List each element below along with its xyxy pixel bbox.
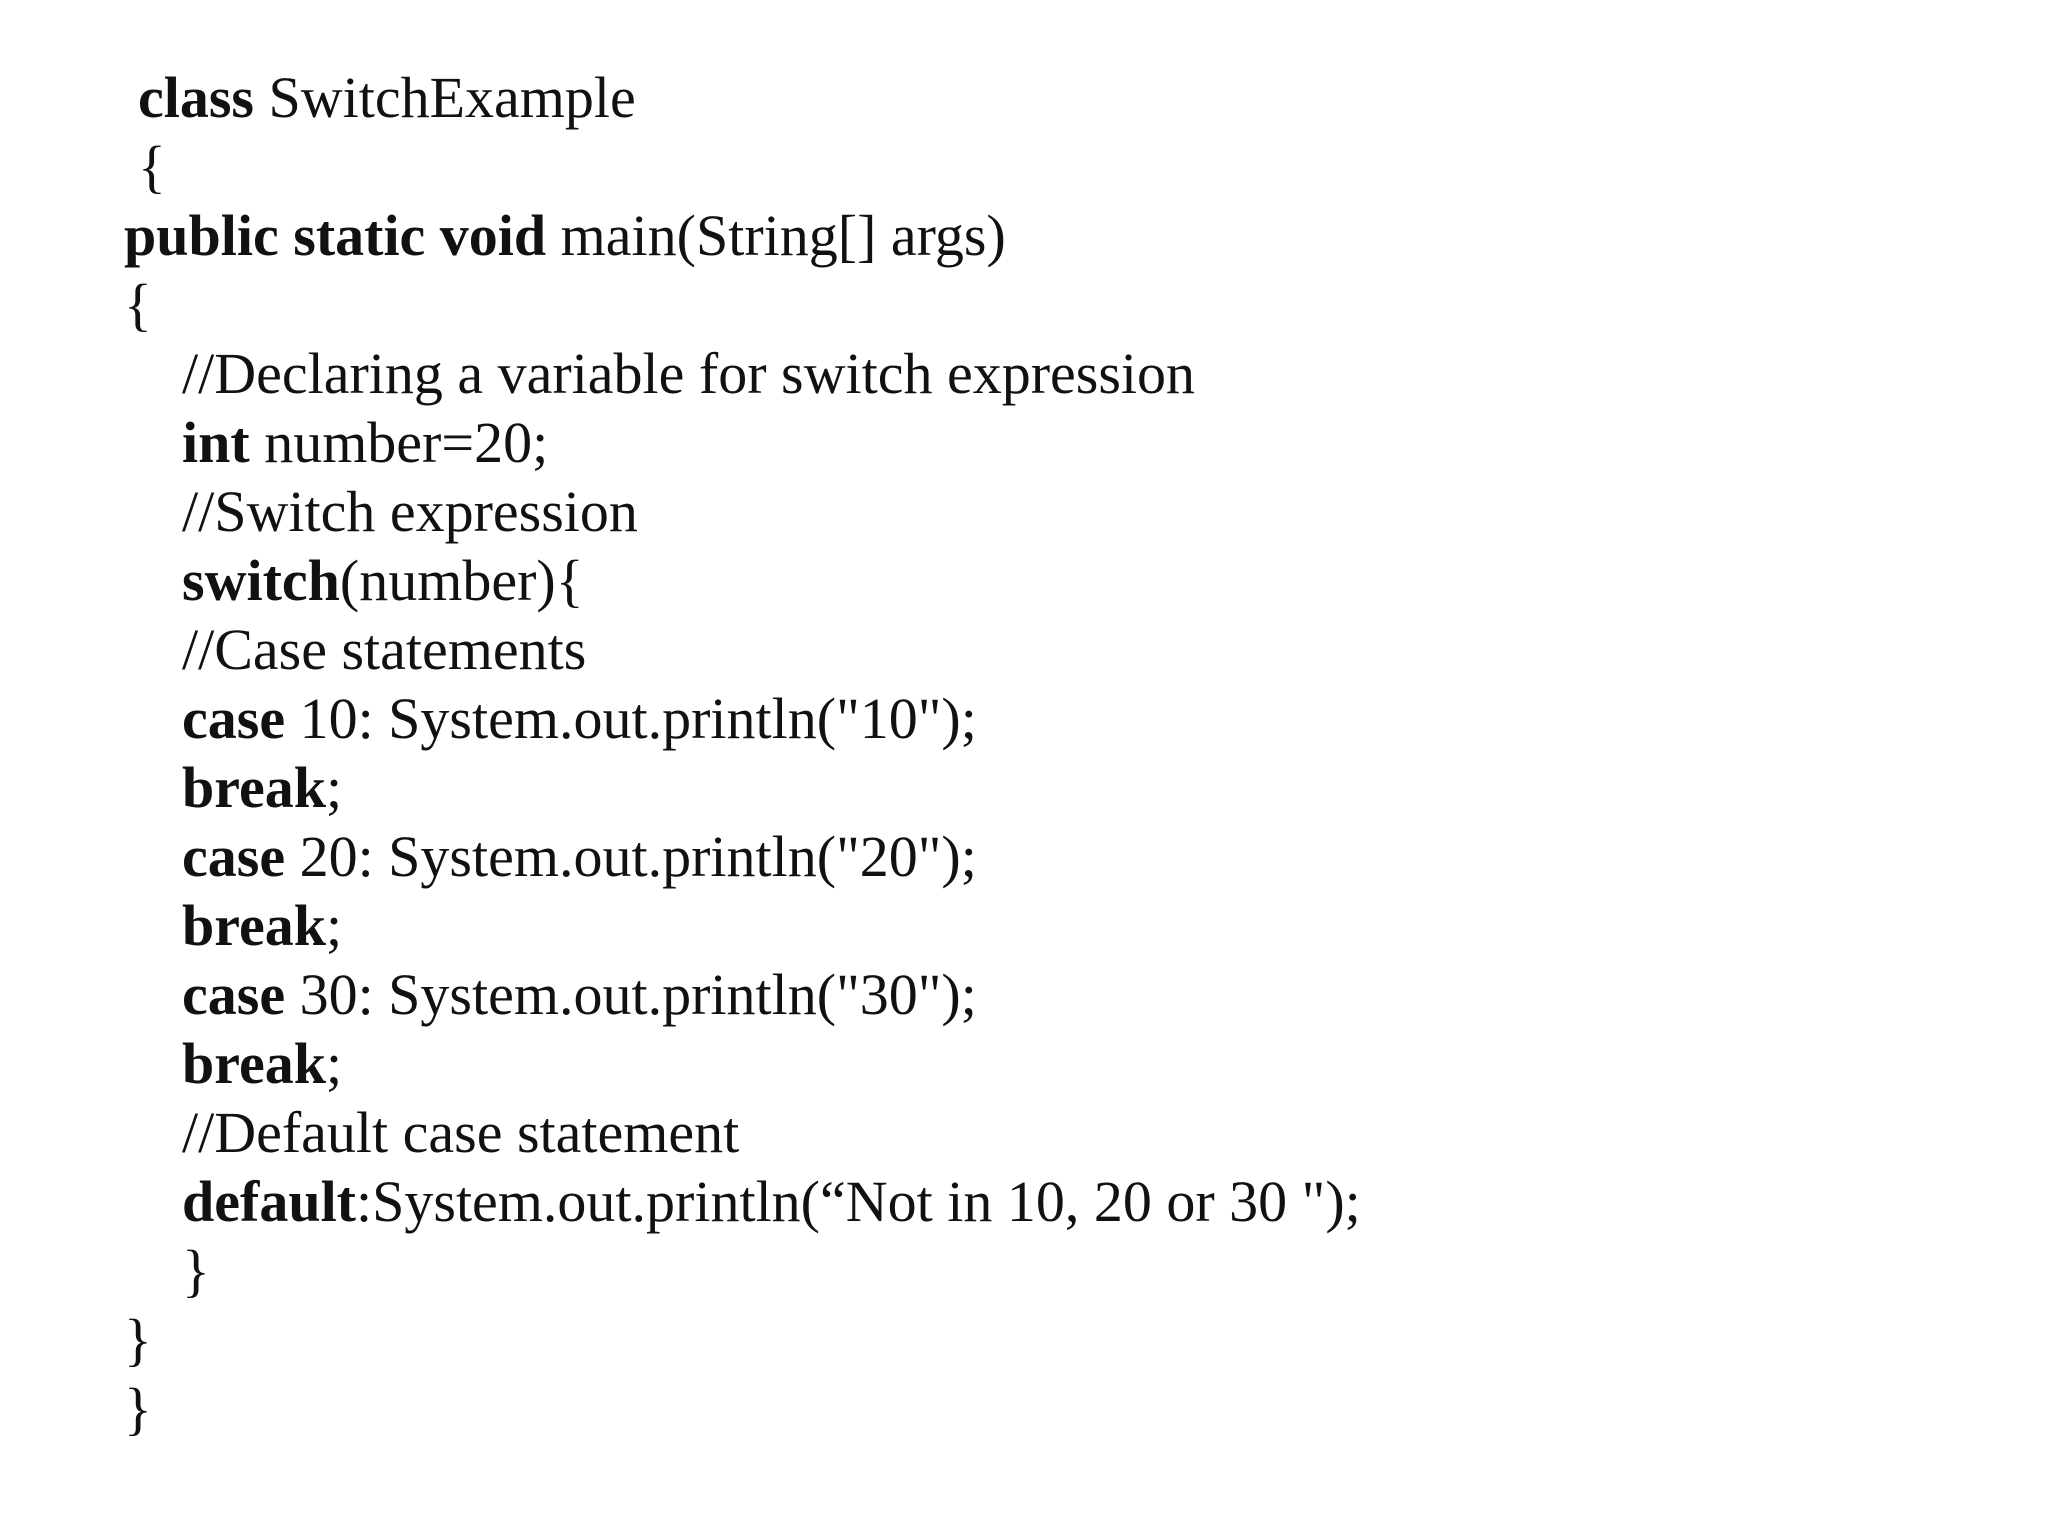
code-line	[0, 684, 2048, 753]
code-text: //Declaring a variable for switch expression	[182, 341, 1196, 406]
code-text: {	[138, 134, 166, 199]
code-keyword: switch	[182, 548, 340, 613]
code-line	[0, 1098, 2048, 1167]
code-keyword: default	[182, 1169, 356, 1234]
code-block	[0, 63, 2048, 1443]
code-line	[0, 822, 2048, 891]
code-text: {	[124, 272, 152, 337]
code-line	[0, 1236, 2048, 1305]
code-text: number=20;	[249, 410, 549, 475]
code-line	[0, 960, 2048, 1029]
code-line	[0, 408, 2048, 477]
code-text: SwitchExample	[254, 65, 636, 130]
code-keyword: int	[182, 410, 250, 475]
code-text: 20: System.out.println("20");	[285, 824, 977, 889]
code-line	[0, 1029, 2048, 1098]
code-keyword: case	[182, 824, 286, 889]
code-line	[0, 1167, 2048, 1236]
code-line	[0, 1374, 2048, 1443]
code-text: 10: System.out.println("10");	[285, 686, 977, 751]
code-text: ;	[325, 893, 343, 958]
code-keyword: break	[182, 1031, 326, 1096]
code-line	[0, 615, 2048, 684]
code-text: 30: System.out.println("30");	[285, 962, 977, 1027]
code-text: //Switch expression	[182, 479, 638, 544]
code-line	[0, 132, 2048, 201]
code-keyword: case	[182, 962, 286, 1027]
code-keyword: break	[182, 893, 326, 958]
code-line	[0, 63, 2048, 132]
code-line	[0, 753, 2048, 822]
code-keyword: public static void	[124, 203, 547, 268]
code-keyword: case	[182, 686, 286, 751]
code-text: ;	[325, 755, 343, 820]
code-text: }	[124, 1376, 152, 1441]
code-text: (number){	[339, 548, 584, 613]
code-text: main(String[] args)	[546, 203, 1006, 268]
code-text: //Case statements	[182, 617, 587, 682]
code-line	[0, 1305, 2048, 1374]
code-line	[0, 339, 2048, 408]
code-line	[0, 201, 2048, 270]
code-line	[0, 270, 2048, 339]
code-line	[0, 477, 2048, 546]
code-line	[0, 891, 2048, 960]
code-keyword: class	[138, 65, 254, 130]
code-text: :System.out.println(“Not in 10, 20 or 30 ");	[356, 1169, 1361, 1234]
code-keyword: break	[182, 755, 326, 820]
code-text: }	[124, 1307, 152, 1372]
code-line	[0, 546, 2048, 615]
code-text: //Default case statement	[182, 1100, 740, 1165]
code-text: ;	[325, 1031, 343, 1096]
code-text: }	[182, 1238, 210, 1303]
